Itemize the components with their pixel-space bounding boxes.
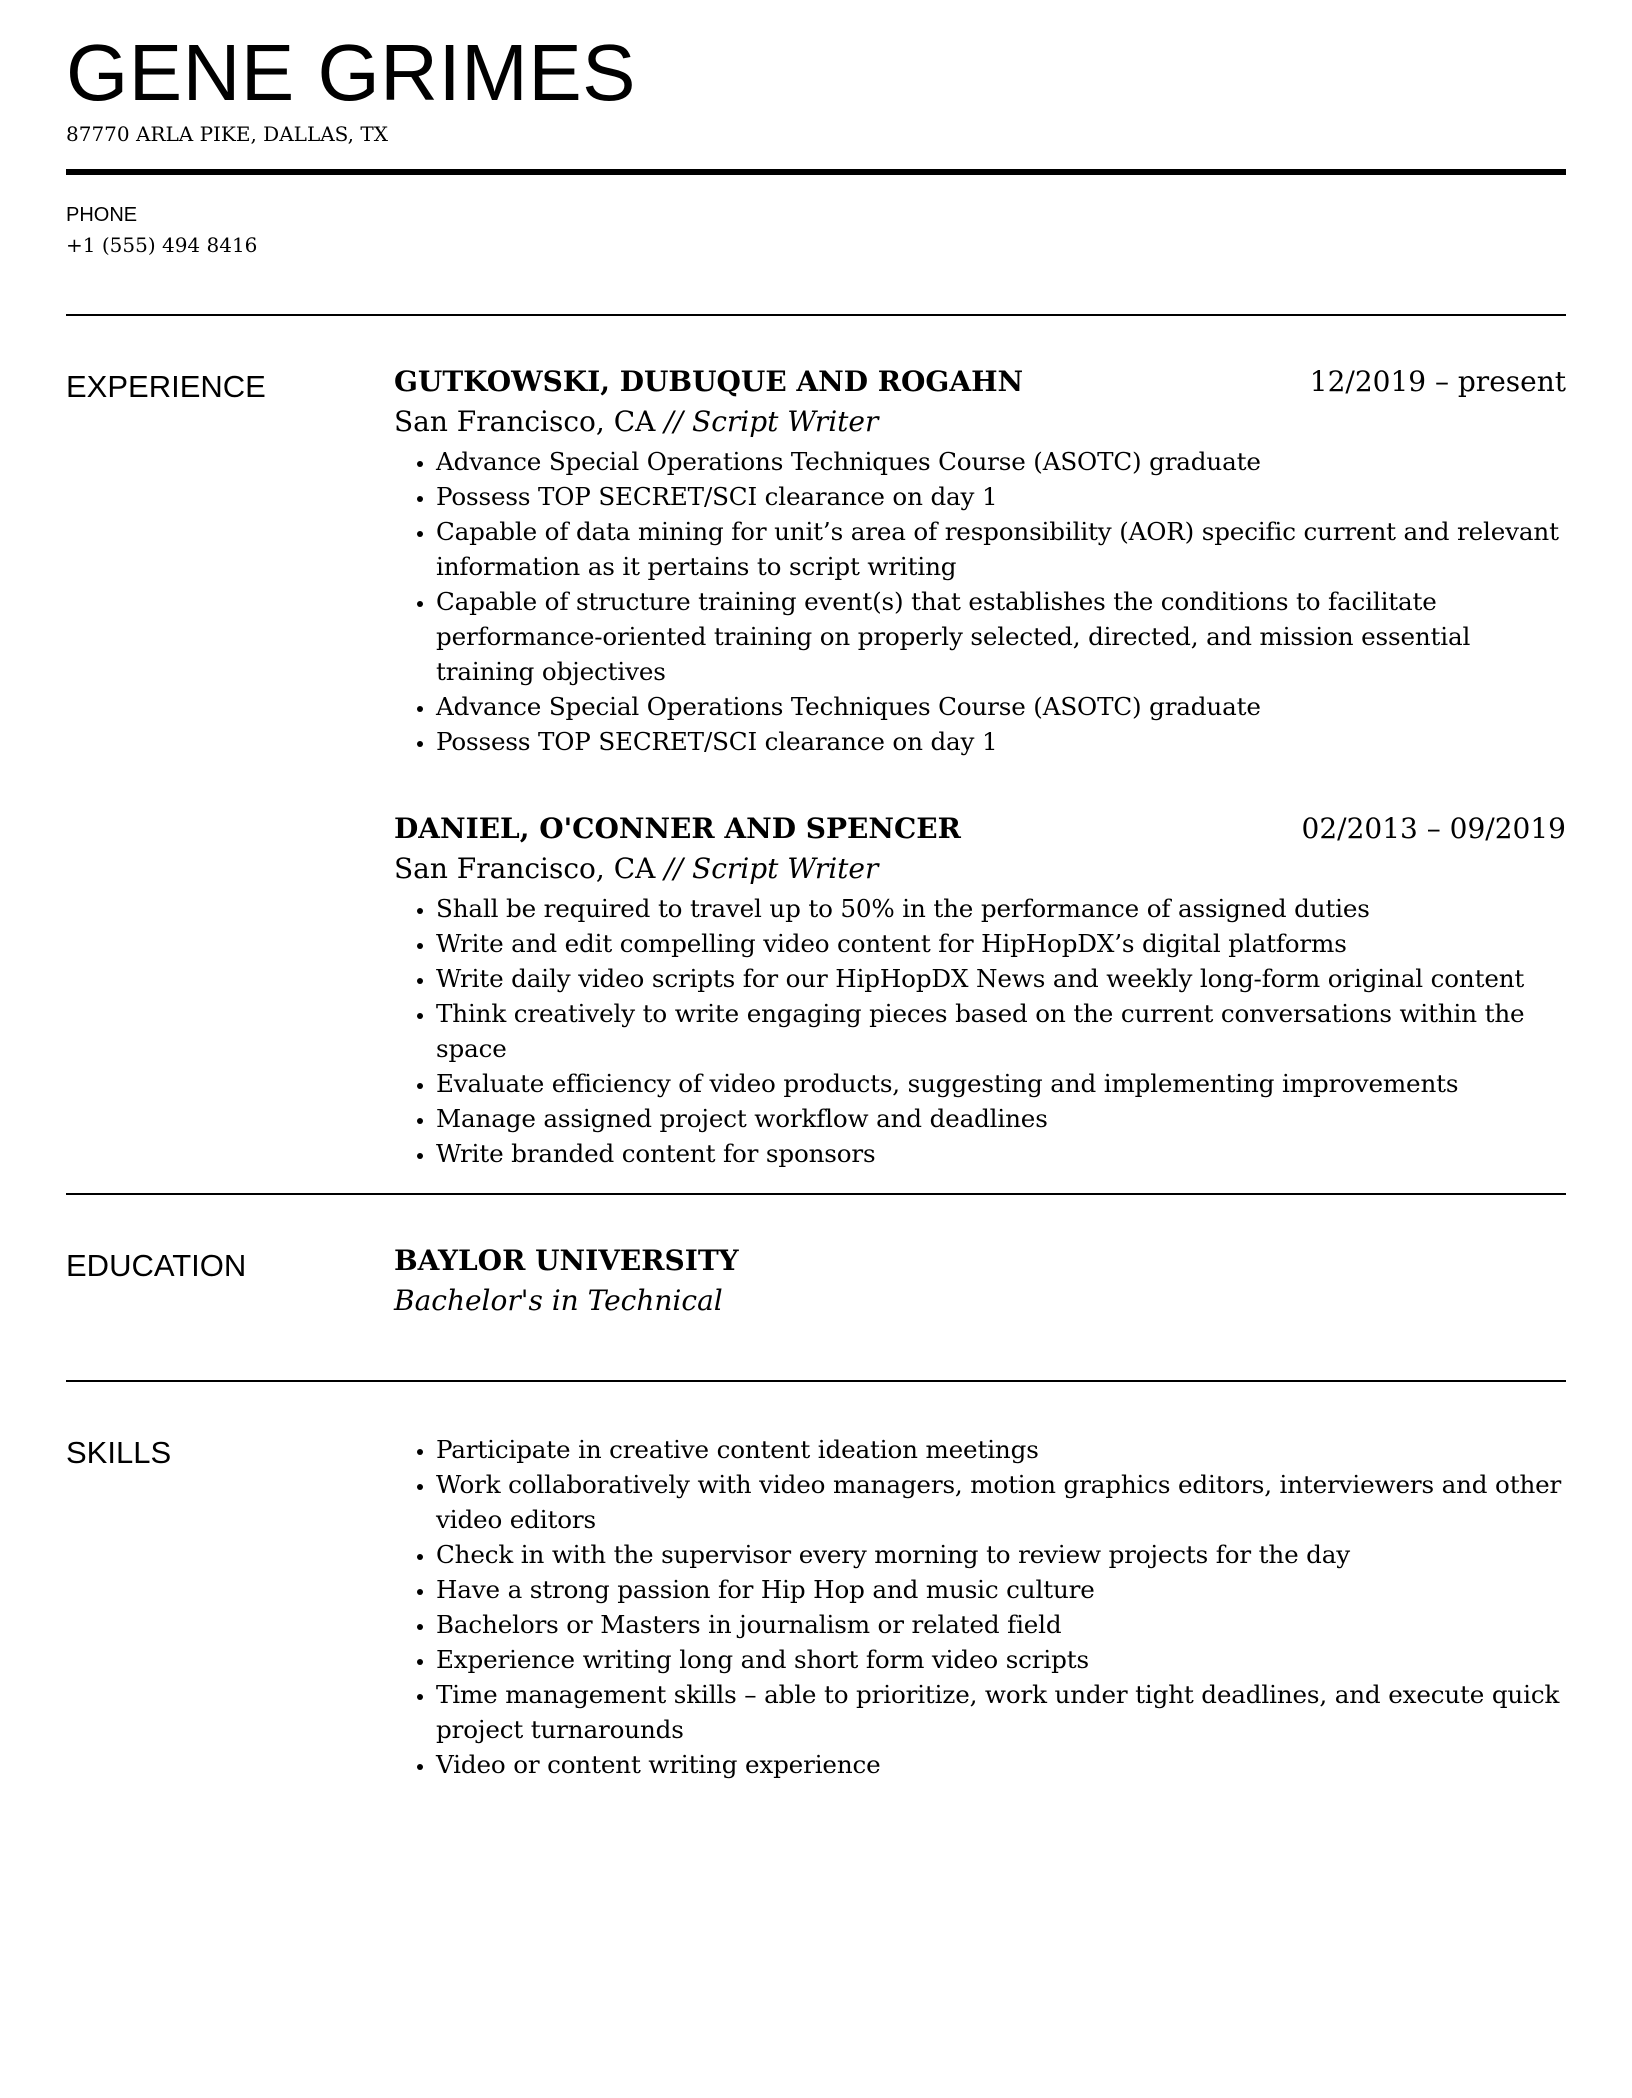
job-separator: // bbox=[664, 405, 684, 438]
company-name: DANIEL, O'CONNER AND SPENCER bbox=[394, 812, 961, 845]
header-divider bbox=[66, 169, 1566, 175]
job-role: Script Writer bbox=[692, 852, 879, 885]
job-bullets bbox=[394, 444, 1566, 759]
skills-list bbox=[394, 1432, 1566, 1782]
section-divider bbox=[66, 1193, 1566, 1195]
list-item: • Write daily video scripts for our HipHopDX News and weekly long-form original content bbox=[436, 961, 1566, 996]
candidate-address: 87770 ARLA PIKE, DALLAS, TX bbox=[66, 122, 388, 146]
job-bullets bbox=[394, 891, 1566, 1171]
skills-list-wrapper bbox=[394, 1432, 1566, 1782]
job-subtitle bbox=[394, 402, 1566, 442]
list-item: • Write and edit compelling video content for HipHopDX’s digital platforms bbox=[436, 926, 1566, 961]
job-location: San Francisco, CA bbox=[394, 405, 656, 438]
education-heading: EDUCATION bbox=[66, 1248, 247, 1283]
job-dates: 02/2013 – 09/2019 bbox=[1301, 812, 1566, 845]
section-divider bbox=[66, 314, 1566, 316]
degree: Bachelor's in Technical bbox=[394, 1284, 723, 1317]
phone-label: PHONE bbox=[66, 204, 138, 226]
section-divider bbox=[66, 1380, 1566, 1382]
job-header bbox=[394, 362, 1566, 402]
job-entry bbox=[394, 362, 1566, 759]
list-item: • Possess TOP SECRET/SCI clearance on day 1 bbox=[436, 479, 1566, 514]
job-entry bbox=[394, 809, 1566, 1171]
list-item: • Possess TOP SECRET/SCI clearance on day 1 bbox=[436, 724, 1566, 759]
list-item: • Advance Special Operations Techniques Course (ASOTC) graduate bbox=[436, 689, 1566, 724]
list-item: • Write branded content for sponsors bbox=[436, 1136, 1566, 1171]
list-item: • Capable of structure training event(s) that establishes the conditions to facilitate performance-oriented training on properly selected, directed, and mission essential training objectives bbox=[436, 584, 1566, 689]
job-separator: // bbox=[664, 852, 684, 885]
list-item: • Participate in creative content ideation meetings bbox=[436, 1432, 1566, 1467]
skills-heading: SKILLS bbox=[66, 1435, 172, 1470]
experience-heading: EXPERIENCE bbox=[66, 369, 266, 404]
list-item: • Shall be required to travel up to 50% in the performance of assigned duties bbox=[436, 891, 1566, 926]
list-item: • Have a strong passion for Hip Hop and music culture bbox=[436, 1572, 1566, 1607]
list-item: • Manage assigned project workflow and deadlines bbox=[436, 1101, 1566, 1136]
job-subtitle bbox=[394, 849, 1566, 889]
education-entry bbox=[394, 1241, 1566, 1321]
list-item: • Capable of data mining for unit’s area of responsibility (AOR) specific current and relevant information as it pertains to script writing bbox=[436, 514, 1566, 584]
list-item: • Advance Special Operations Techniques Course (ASOTC) graduate bbox=[436, 444, 1566, 479]
school-name: BAYLOR UNIVERSITY bbox=[394, 1244, 739, 1277]
list-item: • Bachelors or Masters in journalism or related field bbox=[436, 1607, 1566, 1642]
candidate-name: GENE GRIMES bbox=[66, 28, 637, 117]
list-item: • Check in with the supervisor every morning to review projects for the day bbox=[436, 1537, 1566, 1572]
list-item: • Work collaboratively with video managers, motion graphics editors, interviewers and other video editors bbox=[436, 1467, 1566, 1537]
list-item: • Video or content writing experience bbox=[436, 1747, 1566, 1782]
list-item: • Evaluate efficiency of video products, suggesting and implementing improvements bbox=[436, 1066, 1566, 1101]
job-dates: 12/2019 – present bbox=[1309, 365, 1566, 398]
list-item: • Think creatively to write engaging pieces based on the current conversations within the space bbox=[436, 996, 1566, 1066]
job-header bbox=[394, 809, 1566, 849]
phone-value: +1 (555) 494 8416 bbox=[66, 233, 258, 257]
list-item: • Experience writing long and short form video scripts bbox=[436, 1642, 1566, 1677]
job-location: San Francisco, CA bbox=[394, 852, 656, 885]
list-item: • Time management skills – able to prioritize, work under tight deadlines, and execute quick project turnarounds bbox=[436, 1677, 1566, 1747]
experience-list bbox=[394, 362, 1566, 1221]
job-role: Script Writer bbox=[692, 405, 879, 438]
company-name: GUTKOWSKI, DUBUQUE AND ROGAHN bbox=[394, 365, 1024, 398]
